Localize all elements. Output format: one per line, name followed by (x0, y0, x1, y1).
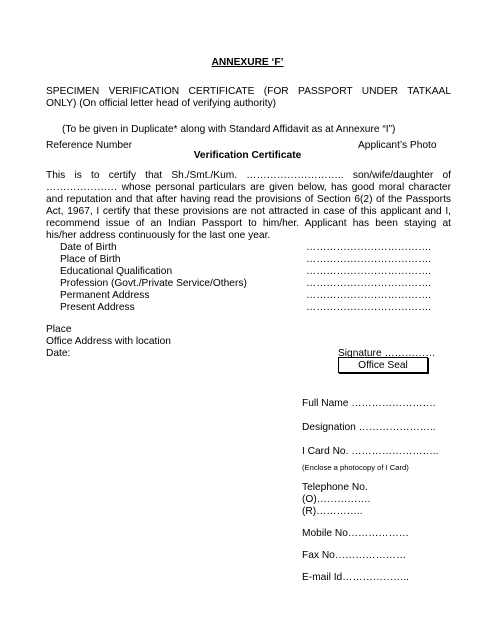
body-line-5: recommend issue of an Indian Passport to him/her. Applicant has been staying at (46, 218, 451, 229)
particular-value: ………………………………. (306, 290, 432, 301)
particular-value: ………………………………. (306, 266, 432, 277)
body-line-1: This is to certify that Sh./Smt./Kum. ……………………….. son/wife/daughter of (46, 170, 451, 181)
telephone-residence-field: (R)………….. (302, 506, 363, 517)
body-line-3: and reputation and that after having read the provisions of Section 6(2) of the Passports (46, 194, 451, 205)
body-line-6: his/her address continuously for the last one year. (46, 230, 271, 241)
particular-value: ………………………………. (306, 254, 432, 265)
i-card-note: (Enclose a photocopy of I Card) (302, 463, 409, 472)
reference-number: Reference Number (46, 140, 133, 151)
particular-label: Permanent Address (60, 290, 150, 301)
designation-field: Designation ………………….. (302, 422, 436, 433)
heading-line-2: ONLY) (On official letter head of verifying authority) (46, 98, 277, 109)
particular-label: Place of Birth (60, 254, 121, 265)
particular-value: ………………………………. (306, 278, 432, 289)
duplicate-note: (To be given in Duplicate* along with Standard Affidavit as at Annexure “I”) (62, 124, 396, 135)
signature-line: Signature …………… (338, 348, 436, 359)
email-id-field: E-mail Id……………….. (302, 572, 409, 583)
particular-label: Educational Qualification (60, 266, 173, 277)
i-card-number-field: I Card No. …………………….. (302, 446, 439, 457)
particular-value: ………………………………. (306, 302, 432, 313)
date-label: Date: (46, 348, 71, 359)
telephone-label: Telephone No. (302, 482, 368, 493)
particular-label: Date of Birth (60, 242, 117, 253)
mobile-number-field: Mobile No……………… (302, 528, 409, 539)
office-address-label: Office Address with location (46, 336, 171, 347)
body-line-4: Act, 1967, I certify that these provisions are not attracted in case of this applicant and I, (46, 206, 451, 217)
heading-line-1: SPECIMEN VERIFICATION CERTIFICATE (FOR PASSPORT UNDER TATKAAL (46, 86, 451, 97)
place-label: Place (46, 324, 72, 335)
telephone-office-field: (O)……………. (302, 494, 371, 505)
office-seal-box: Office Seal (338, 357, 428, 373)
particular-label: Present Address (60, 302, 135, 313)
fax-number-field: Fax No………………… (302, 550, 407, 561)
applicant-photo: Applicant’s Photo (358, 140, 437, 151)
certificate-title: Verification Certificate (193, 150, 302, 161)
body-line-2: ………………… whose personal particulars are given below, has good moral character (46, 182, 451, 193)
particular-label: Profession (Govt./Private Service/Others) (60, 278, 247, 289)
particular-value: ………………………………. (306, 242, 432, 253)
full-name-field: Full Name ……………………. (302, 398, 436, 409)
annexure-title: ANNEXURE ‘F’ (211, 57, 284, 68)
